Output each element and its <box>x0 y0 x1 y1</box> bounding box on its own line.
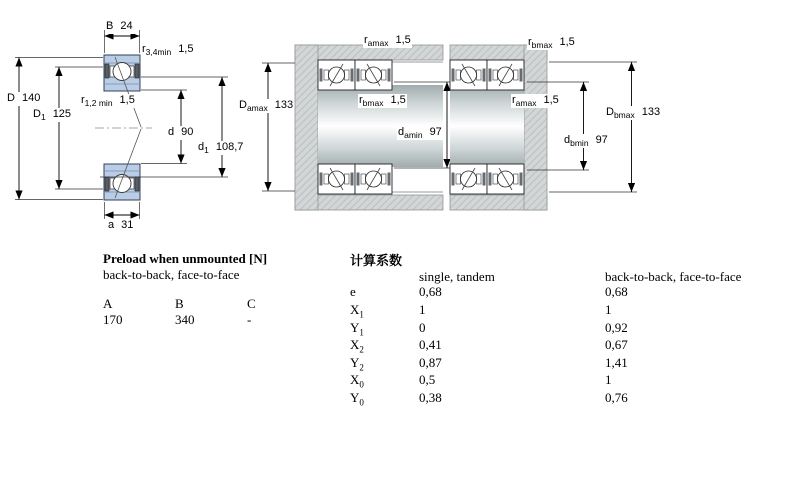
dim-label-r12min: $r_{1,2 min}$ 1,5 <box>81 94 135 109</box>
dim-label-r34min: $r_{3,4min}$ 1,5 <box>142 43 194 58</box>
dim-label-Damax: $D_{amax}$ 133 <box>239 99 294 114</box>
preload-title: Preload when unmounted [N] <box>103 251 268 266</box>
factor-row-label: $Y_1$ <box>350 319 364 338</box>
dim-label-dbmin: $d_{bmin}$ 97 <box>564 134 608 149</box>
factor-value: 0,76 <box>605 389 628 405</box>
factor-value: 0,68 <box>605 284 628 300</box>
dim-label-d1: $d_1$ 108,7 <box>198 141 244 156</box>
factors-grid <box>350 269 800 408</box>
single-bearing-section-view <box>15 30 228 219</box>
factor-value: 1 <box>605 372 612 388</box>
dim-label-D1: $D_1$ 125 <box>33 108 72 123</box>
preload-subtitle: back-to-back, face-to-face <box>103 267 240 282</box>
dim-label-ramax-b: $r_{amax}$ 1,5 <box>512 94 559 109</box>
factors-title: 计算系数 <box>350 253 403 268</box>
dim-label-rbmax-b: $r_{bmax}$ 1,5 <box>528 36 575 51</box>
preload-value: - <box>247 312 252 327</box>
factor-value: 1 <box>605 302 612 317</box>
dim-label-rbmax-a: $r_{bmax}$ 1,5 <box>359 94 406 109</box>
preload-col-header: A <box>103 296 113 311</box>
mounting-dimensions-diagram-b <box>450 45 637 210</box>
dim-label-a: a 31 <box>108 219 134 231</box>
dim-label-damin: $d_{amin}$ 97 <box>398 126 442 141</box>
factor-row-label: $X_1$ <box>350 302 364 320</box>
preload-value: 170 <box>103 312 123 327</box>
preload-grid <box>103 296 319 328</box>
preload-col-header: B <box>175 296 184 311</box>
factor-row-label: $X_2$ <box>350 337 364 355</box>
factor-value: 1 <box>419 302 426 317</box>
factor-value: 0,92 <box>605 319 628 335</box>
dim-label-ramax-a: $r_{amax}$ 1,5 <box>364 34 411 49</box>
factor-value: 1,41 <box>605 354 628 370</box>
factor-value: 0,5 <box>419 372 436 388</box>
factor-value: 0,67 <box>605 337 628 353</box>
calculation-factors-table <box>350 253 800 408</box>
factor-row-label: $Y_0$ <box>350 389 364 408</box>
factors-col1-header: single, tandem <box>419 269 495 284</box>
preload-col-header: C <box>247 296 256 311</box>
factors-corner-cell <box>350 269 419 284</box>
preload-table <box>103 251 319 328</box>
dim-label-d: d 90 <box>168 126 194 138</box>
factor-value: 0 <box>419 319 426 335</box>
factor-value: 0,87 <box>419 354 442 370</box>
dim-label-D: D 140 <box>7 92 41 104</box>
factor-row-label: $X_0$ <box>350 372 364 390</box>
factor-value: 0,68 <box>419 284 442 300</box>
dim-label-Dbmax: $D_{bmax}$ 133 <box>606 106 661 121</box>
factor-value: 0,38 <box>419 389 442 405</box>
bearing-drawings <box>0 0 700 245</box>
factors-col2-header: back-to-back, face-to-face <box>605 269 742 284</box>
factor-row-label: e <box>350 284 356 300</box>
preload-value: 340 <box>175 312 195 327</box>
factor-row-label: $Y_2$ <box>350 354 364 373</box>
factor-value: 0,41 <box>419 337 442 353</box>
dim-label-B: B 24 <box>106 20 133 32</box>
